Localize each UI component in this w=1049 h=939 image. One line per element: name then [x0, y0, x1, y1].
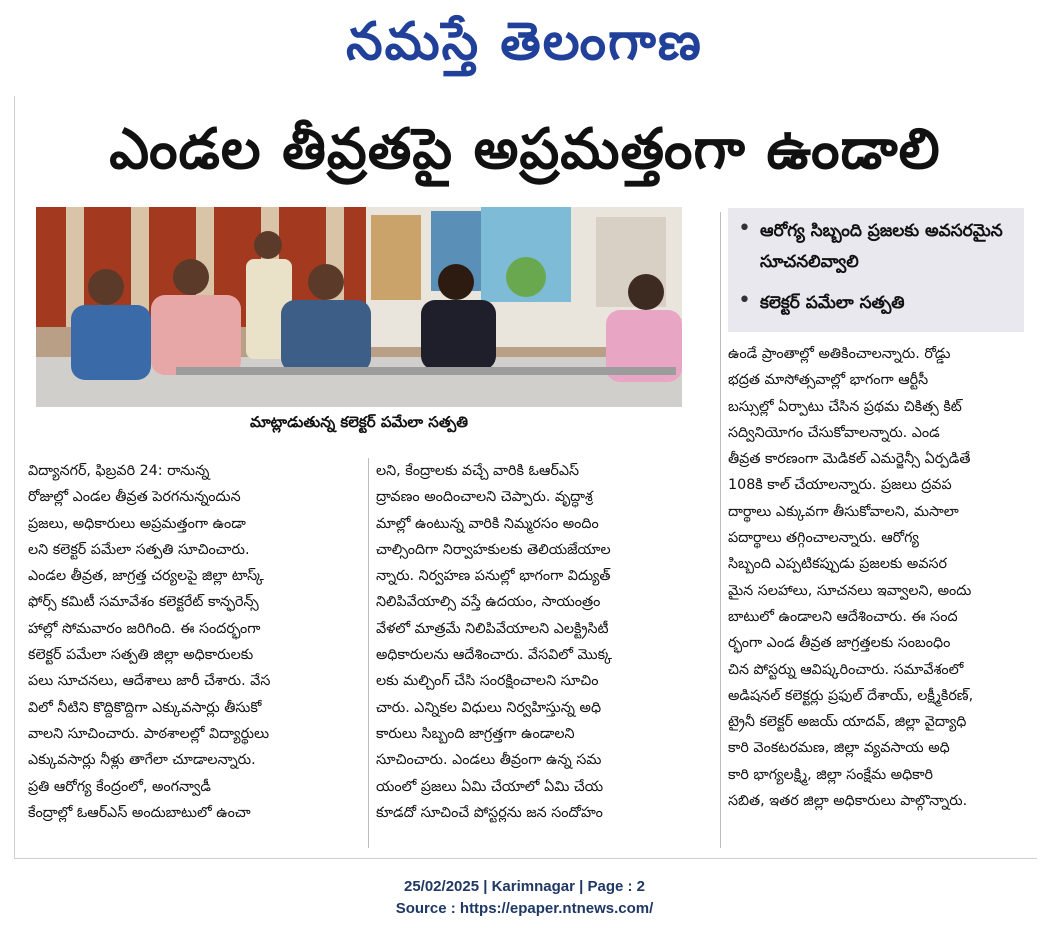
text-line: కారులు సిబ్బంది జాగ్రత్తగా ఉండాలని — [376, 725, 575, 742]
text-line: అధికారులను ఆదేశించారు. వేసవిలో మొక్క — [376, 647, 612, 664]
text-line: ఎండల తీవ్రత, జాగ్రత్త చర్యలపై జిల్లా టాస్క్ — [28, 568, 264, 585]
text-line: నిలిపివేయాల్సి వస్తే ఉదయం, సాయంత్రం — [376, 594, 601, 611]
text-line: ట్రైనీ కలెక్టర్ అజయ్ యాదవ్, జిల్లా వైద్యాధి — [728, 714, 967, 731]
masthead-logo: నమస్తే తెలంగాణ — [346, 11, 703, 72]
text-line: అడిషనల్ కలెక్టర్లు ప్రఫుల్ దేశాయ్, లక్ష్మీకిరణ్, — [728, 687, 974, 704]
footer-date-edition: 25/02/2025 | Karimnagar | Page : 2 — [403, 878, 646, 895]
text-line: లని కలెక్టర్ పమేలా సత్పతి సూచించారు. — [28, 541, 250, 558]
text-line: ఎక్కువసార్లు నీళ్లు తాగేలా చూడాలన్నారు. — [28, 752, 256, 769]
text-line: ఫోర్స్ కమిటీ సమావేశం కలెక్టరేట్ కాన్ఫరెన్స్ — [28, 594, 259, 611]
text-line: బస్సుల్లో ఏర్పాటు చేసిన ప్రథమ చికిత్స కిట్ — [728, 398, 962, 415]
text-line: విలో నీటిని కొద్దికొద్దిగా ఎక్కువసార్లు తీసుకో — [28, 699, 262, 716]
text-line: ద్రావణం అందించాలని చెప్పారు. వృద్ధాశ్ర — [376, 489, 593, 506]
highlight-text: ఆరోగ్య సిబ్బంది ప్రజలకు అవసరమైన సూచనలివ్వాలి — [760, 221, 1003, 272]
text-line: కారి వెంకటరమణ, జిల్లా వ్యవసాయ అధి — [728, 740, 950, 757]
text-line: వేళలో మాత్రమే నిలిపివేయాలని ఎలక్ట్రిసిటీ — [376, 620, 609, 637]
text-line: విద్యానగర్, ఫిబ్రవరి 24: రానున్న — [28, 463, 210, 479]
highlights-box — [728, 208, 1024, 332]
text-line: సద్వినియోగం చేసుకోవాలన్నారు. ఎండ — [728, 424, 940, 441]
text-line: బాటులో ఉండాలని ఆదేశించారు. ఈ సంద — [728, 608, 958, 625]
text-line: మైన సలహాలు, సూచనలు ఇవ్వాలని, అందు — [728, 582, 972, 599]
highlight-item — [738, 288, 1014, 319]
bullet-icon: • — [738, 288, 751, 313]
text-line: న్నారు. నిర్వహణ పనుల్లో భాగంగా విద్యుత్ — [376, 568, 611, 585]
text-line: సబిత, ఇతర జిల్లా అధికారులు పాల్గొన్నారు. — [728, 793, 968, 810]
article-column-3 — [728, 341, 1030, 814]
highlight-item — [738, 216, 1014, 278]
article-headline: ఎండల తీవ్రతపై అప్రమత్తంగా ఉండాలి — [109, 117, 941, 182]
text-line: కలెక్టర్ పమేలా సత్పతి జిల్లా అధికారులకు — [28, 647, 254, 664]
article-column-1 — [28, 458, 361, 826]
text-line: కేంద్రాల్లో ఓఆర్ఎస్ అందుబాటులో ఉంచా — [28, 804, 251, 821]
article-photo — [36, 207, 682, 407]
column-divider — [720, 212, 721, 848]
text-line: లని, కేంద్రాలకు వచ్చే వారికి ఓఆర్ఎస్ — [376, 463, 580, 479]
text-line: వాలని సూచించారు. పాఠశాలల్లో విద్యార్థులు — [28, 725, 270, 742]
text-line: మాల్లో ఉంటున్న వారికి నిమ్మరసం అందిం — [376, 515, 599, 532]
highlight-text: కలెక్టర్ పమేలా సత్పతి — [760, 293, 905, 313]
text-line: చిన పోస్టర్ను ఆవిష్కరించారు. సమావేశంలో — [728, 661, 964, 678]
text-line: భద్రత మాసోత్సవాల్లో భాగంగా ఆర్టీసీ — [728, 372, 929, 389]
text-line: యంలో ప్రజలు ఏమి చేయాలో ఏమి చేయ — [376, 778, 604, 795]
text-line: హాల్లో సోమవారం జరిగింది. ఈ సందర్భంగా — [28, 620, 261, 637]
text-line: సూచించారు. ఎండలు తీవ్రంగా ఉన్న సమ — [376, 752, 602, 769]
text-line: తీవ్రత కారణంగా మెడికల్ ఎమర్జెన్సీ ఏర్పడితే — [728, 451, 971, 468]
text-line: లకు మల్చింగ్ చేసి సంరక్షించాలని సూచిం — [376, 673, 599, 690]
column-divider — [368, 458, 369, 848]
text-line: ప్రతి ఆరోగ్య కేంద్రంలో, అంగన్వాడీ — [28, 778, 211, 795]
text-line: కారి భాగ్యలక్ష్మి, జిల్లా సంక్షేమ అధికారి — [728, 766, 934, 783]
text-line: కూడదో సూచించే పోస్టర్లను జన సందోహం — [376, 804, 603, 821]
text-line: ప్రజలు, అధికారులు అప్రమత్తంగా ఉండా — [28, 515, 246, 532]
footer-source: Source : https://epaper.ntnews.com/ — [395, 900, 654, 917]
text-line: చాల్సిందిగా నిర్వాహకులకు తెలియజేయాల — [376, 541, 611, 558]
bullet-icon: • — [738, 216, 751, 241]
text-line: రోజుల్లో ఎండల తీవ్రత పెరగనున్నందున — [28, 489, 241, 506]
text-line: సిబ్బంది ఎప్పటికప్పుడు ప్రజలకు అవసర — [728, 556, 948, 573]
text-line: పలు సూచనలు, ఆదేశాలు జారీ చేశారు. వేస — [28, 673, 271, 690]
article-column-2 — [376, 458, 713, 826]
text-line: 108కి కాల్ చేయాలన్నారు. ప్రజలు ద్రవప — [728, 477, 952, 494]
text-line: దార్థాలు ఎక్కువగా తీసుకోవాలని, మసాలా — [728, 503, 959, 520]
text-line: ర్భంగా ఎండ తీవ్రత జాగ్రత్తలకు సంబంధిం — [728, 635, 951, 652]
text-line: ఉండే ప్రాంతాల్లో అతికించాలన్నారు. రోడ్డు — [728, 346, 951, 362]
text-line: పదార్థాలు తగ్గించాలన్నారు. ఆరోగ్య — [728, 530, 919, 547]
text-line: చారు. ఎన్నికల విధులు నిర్వహిస్తున్న అధి — [376, 699, 602, 716]
photo-caption: మాట్లాడుతున్న కలెక్టర్ పమేలా సత్పతి — [249, 413, 469, 431]
